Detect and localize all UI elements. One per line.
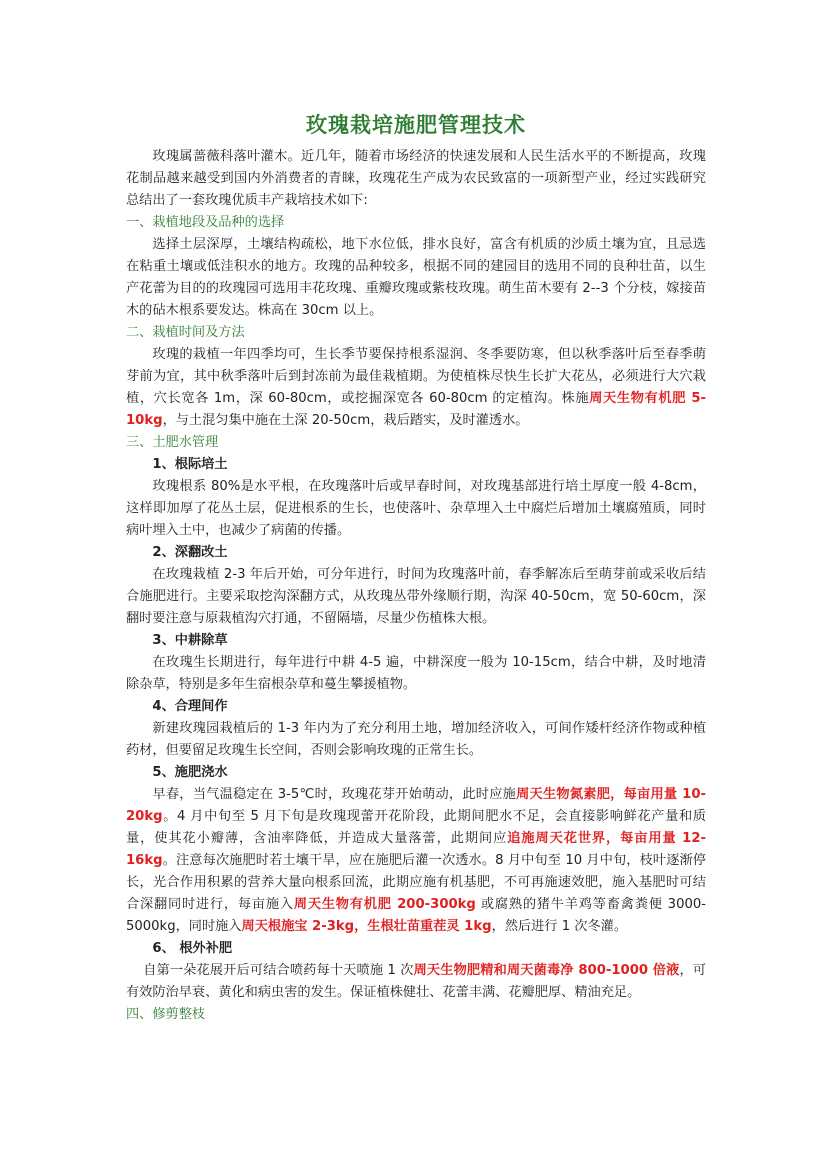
subsection-5-text-4: 或腐熟的猪牛羊鸡等畜禽粪便 3000-5000kg，同时施入 xyxy=(126,897,706,934)
section-2-body xyxy=(126,344,706,432)
section-3-heading: 三、土肥水管理 xyxy=(126,435,219,450)
subsection-2-heading: 2、深翻改土 xyxy=(152,545,228,560)
subsection-5-text-5: ，然后进行 1 次冬灌。 xyxy=(491,919,628,934)
document-title: 玫瑰栽培施肥管理技术 xyxy=(306,112,526,137)
intro-paragraph: 玫瑰属蔷薇科落叶灌木。近几年，随着市场经济的快速发展和人民生活水平的不断提高，玫瑰花制品越来越受到国内外消费者的青睐，玫瑰花生产成为农民致富的一项新型产业，经过实践研究总结出了一套玫瑰优质丰产栽培技术如下: xyxy=(126,149,706,208)
subsection-2-body: 在玫瑰栽植 2-3 年后开始，可分年进行，时间为玫瑰落叶前，春季解冻后至萌芽前或采收后结合施肥进行。主要采取挖沟深翻方式，从玫瑰丛带外缘顺行期，沟深 40-50cm，宽 50-60cm，深翻时要注意与原栽植沟穴打通，不留隔墙，尽量少伤植株大根。 xyxy=(126,567,706,626)
subsection-5-highlight-2: 追施周天花世界，每亩用量 12-16kg xyxy=(126,831,706,868)
subsection-6-body xyxy=(126,960,706,1004)
section-1-heading: 一、栽植地段及品种的选择 xyxy=(126,215,285,230)
subsection-5-highlight-1: 周天生物氮素肥，每亩用量 10-20kg xyxy=(126,787,706,824)
section-2-heading: 二、栽植时间及方法 xyxy=(126,325,245,340)
document-page xyxy=(126,110,706,1026)
subsection-3-heading: 3、中耕除草 xyxy=(152,633,228,648)
subsection-5-highlight-4: 周天根施宝 2-3kg，生根壮苗重茬灵 1kg xyxy=(241,919,492,934)
subsection-5-text-1: 早春，当气温稳定在 3-5℃时，玫瑰花芽开始萌动，此时应施 xyxy=(152,787,517,802)
subsection-5-text-3: 。注意每次施肥时若土壤干旱，应在施肥后灌一次透水。8 月中旬至 10 月中旬，枝叶逐渐停长，光合作用积累的营养大量向根系回流，此期应施有机基肥，不可再施速效肥，施入基肥时可结合深翻同时进行，每亩施入 xyxy=(126,853,706,912)
subsection-5-body xyxy=(126,784,706,938)
subsection-6-text-1: 自第一朵花展开后可结合喷药每十天喷施 1 次 xyxy=(143,963,414,978)
subsection-5-text-2: 。4 月中旬至 5 月下旬是玫瑰现蕾开花阶段，此期间肥水不足，会直接影响鲜花产量和质量，使其花小瓣薄，含油率降低，并造成大量落蕾，此期间应 xyxy=(126,809,706,846)
subsection-6-text-2: ，可有效防治早衰、黄化和病虫害的发生。保证植株健壮、花蕾丰满、花瓣肥厚、精油充足。 xyxy=(126,963,706,1000)
subsection-1-body: 玫瑰根系 80%是水平根，在玫瑰落叶后或早春时间，对玫瑰基部进行培土厚度一般 4-8cm，这样即加厚了花丛土层，促进根系的生长，也使落叶、杂草埋入土中腐烂后增加土壤腐殖质，同时病叶埋入土中，也减少了病菌的传播。 xyxy=(126,479,706,538)
subsection-5-highlight-3: 周天生物有机肥 200-300kg xyxy=(293,897,476,912)
subsection-6-highlight-1: 周天生物肥精和周天菌毒净 800-1000 倍液 xyxy=(413,963,680,978)
subsection-3-body: 在玫瑰生长期进行，每年进行中耕 4-5 遍，中耕深度一般为 10-15cm，结合中耕，及时地清除杂草，特别是多年生宿根杂草和蔓生攀援植物。 xyxy=(126,655,706,692)
section-4-heading: 四、修剪整枝 xyxy=(126,1007,206,1022)
section-2-text-a: 玫瑰的栽植一年四季均可，生长季节要保持根系湿润、冬季要防寒，但以秋季落叶后至春季萌芽前为宜，其中秋季落叶后到封冻前为最佳栽植期。为使植株尽快生长扩大花丛，必须进行大穴栽植，穴长宽各 1m，深 60-80cm，或挖掘深宽各 60-80cm 的定植沟。株施 xyxy=(126,347,706,406)
subsection-5-heading: 5、施肥浇水 xyxy=(152,765,228,780)
subsection-4-heading: 4、合理间作 xyxy=(152,699,228,714)
subsection-1-heading: 1、根际培土 xyxy=(152,457,228,472)
section-1-body: 选择土层深厚，土壤结构疏松，地下水位低，排水良好，富含有机质的沙质土壤为宜，且忌选在粘重土壤或低洼积水的地方。玫瑰的品种较多，根据不同的建园目的选用不同的良种壮苗，以生产花蕾为目的的玫瑰园可选用丰花玫瑰、重瓣玫瑰或紫枝玫瑰。萌生苗木要有 2--3 个分枝，嫁接苗木的砧木根系要发达。株高在 30cm 以上。 xyxy=(126,237,706,318)
subsection-6-heading: 6、 根外补肥 xyxy=(152,941,233,956)
section-2-text-b: ，与土混匀集中施在土深 20-50cm，栽后踏实，及时灌透水。 xyxy=(162,413,529,428)
subsection-4-body: 新建玫瑰园栽植后的 1-3 年内为了充分利用土地，增加经济收入，可间作矮杆经济作物或种植药材，但要留足玫瑰生长空间，否则会影响玫瑰的正常生长。 xyxy=(126,721,706,758)
section-2-fertilizer-highlight: 周天生物有机肥 5-10kg xyxy=(126,391,706,428)
